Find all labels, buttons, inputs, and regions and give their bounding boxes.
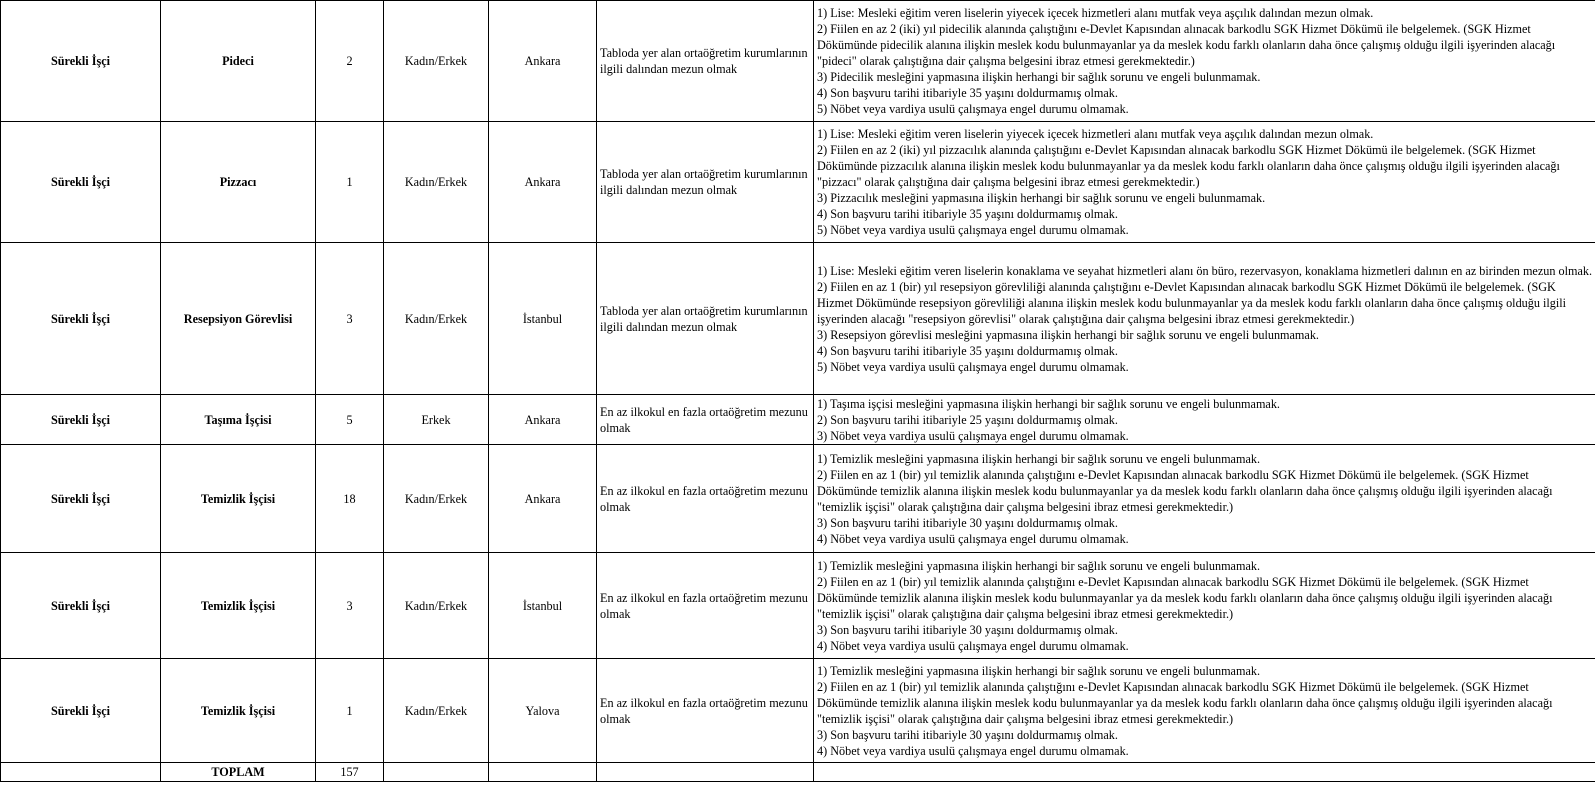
requirements-cell: [814, 659, 1595, 763]
count-cell: 1: [316, 659, 384, 763]
education-cell: Tabloda yer alan ortaöğretim kurumlarının ilgili dalından mezun olmak: [597, 122, 814, 243]
title-cell: Pideci: [161, 1, 316, 122]
total-empty-cell: [384, 763, 489, 782]
gender-cell: Kadın/Erkek: [384, 1, 489, 122]
count-cell: 5: [316, 395, 384, 445]
requirement-item: 3) Resepsiyon görevlisi mesleğini yapmasına ilişkin herhangi bir sağlık sorunu ve engeli bulunmamak.: [817, 327, 1319, 342]
type-cell: Sürekli İşçi: [1, 659, 161, 763]
count-cell: 3: [316, 243, 384, 395]
gender-cell: Erkek: [384, 395, 489, 445]
requirements-cell: [814, 122, 1595, 243]
type-cell: Sürekli İşçi: [1, 243, 161, 395]
education-cell: Tabloda yer alan ortaöğretim kurumlarının ilgili dalından mezun olmak: [597, 1, 814, 122]
total-value: 157: [316, 763, 384, 782]
type-cell: Sürekli İşçi: [1, 395, 161, 445]
count-cell: 1: [316, 122, 384, 243]
city-cell: Ankara: [489, 1, 597, 122]
gender-cell: Kadın/Erkek: [384, 243, 489, 395]
requirement-item: 4) Nöbet veya vardiya usulü çalışmaya engel durumu olmamak.: [817, 743, 1129, 758]
requirements-cell: [814, 1, 1595, 122]
requirement-item: 1) Lise: Mesleki eğitim veren liselerin yiyecek içecek hizmetleri alanı mutfak veya aşçılık dalından mezun olmak.: [817, 6, 1374, 20]
title-cell: Pizzacı: [161, 122, 316, 243]
requirement-item: 5) Nöbet veya vardiya usulü çalışmaya engel durumu olmamak.: [817, 359, 1129, 374]
city-cell: Ankara: [489, 122, 597, 243]
total-empty-cell: [1, 763, 161, 782]
title-cell: Temizlik İşçisi: [161, 553, 316, 659]
title-cell: Temizlik İşçisi: [161, 445, 316, 553]
total-empty-cell: [597, 763, 814, 782]
city-cell: Ankara: [489, 395, 597, 445]
requirement-item: 1) Lise: Mesleki eğitim veren liselerin yiyecek içecek hizmetleri alanı mutfak veya aşçılık dalından mezun olmak.: [817, 127, 1374, 141]
requirement-item: 1) Temizlik mesleğini yapmasına ilişkin herhangi bir sağlık sorunu ve engeli bulunmamak.: [817, 663, 1260, 678]
education-cell: En az ilkokul en fazla ortaöğretim mezunu olmak: [597, 659, 814, 763]
city-cell: İstanbul: [489, 243, 597, 395]
education-cell: En az ilkokul en fazla ortaöğretim mezunu olmak: [597, 445, 814, 553]
requirement-item: 2) Son başvuru tarihi itibariyle 25 yaşını doldurmamış olmak.: [817, 412, 1118, 427]
requirement-item: 4) Nöbet veya vardiya usulü çalışmaya engel durumu olmamak.: [817, 531, 1129, 546]
total-label: TOPLAM: [161, 763, 316, 782]
requirement-item: 4) Nöbet veya vardiya usulü çalışmaya engel durumu olmamak.: [817, 638, 1129, 653]
count-cell: 18: [316, 445, 384, 553]
requirement-item: 3) Nöbet veya vardiya usulü çalışmaya engel durumu olmamak.: [817, 428, 1129, 443]
requirement-item: 3) Pizzacılık mesleğini yapmasına ilişkin herhangi bir sağlık sorunu ve engeli bulunmamak.: [817, 191, 1266, 205]
requirement-item: 2) Fiilen en az 1 (bir) yıl temizlik alanında çalıştığını e-Devlet Kapısından alınacak barkodlu SGK Hizmet Dökümü ile belgelemek. (SGK Hizmet Dökümünde temizlik alanına ilişkin meslek kodu bulunmayanlar ya da meslek kodu farklı olanların daha önce çalışmış olduğu ilgili işyerinden alacağı "temizlik işçisi" olarak çalıştığına dair çalışma belgesini ibraz etmesi gerekmektedir.): [817, 679, 1553, 726]
requirement-item: 1) Taşıma işçisi mesleğini yapmasına ilişkin herhangi bir sağlık sorunu ve engeli bulunmamak.: [817, 396, 1280, 411]
title-cell: Temizlik İşçisi: [161, 659, 316, 763]
requirements-cell: [814, 553, 1595, 659]
gender-cell: Kadın/Erkek: [384, 122, 489, 243]
table-row: [1, 553, 1595, 659]
table-body: [1, 1, 1595, 763]
requirement-item: 1) Temizlik mesleğini yapmasına ilişkin herhangi bir sağlık sorunu ve engeli bulunmamak.: [817, 558, 1260, 573]
title-cell: Taşıma İşçisi: [161, 395, 316, 445]
city-cell: Ankara: [489, 445, 597, 553]
table-row: [1, 243, 1595, 395]
type-cell: Sürekli İşçi: [1, 553, 161, 659]
requirement-item: 5) Nöbet veya vardiya usulü çalışmaya engel durumu olmamak.: [817, 223, 1129, 237]
education-cell: En az ilkokul en fazla ortaöğretim mezunu olmak: [597, 553, 814, 659]
education-cell: Tabloda yer alan ortaöğretim kurumlarının ilgili dalından mezun olmak: [597, 243, 814, 395]
city-cell: İstanbul: [489, 553, 597, 659]
gender-cell: Kadın/Erkek: [384, 659, 489, 763]
table-row: [1, 445, 1595, 553]
type-cell: Sürekli İşçi: [1, 445, 161, 553]
count-cell: 2: [316, 1, 384, 122]
city-cell: Yalova: [489, 659, 597, 763]
count-cell: 3: [316, 553, 384, 659]
type-cell: Sürekli İşçi: [1, 122, 161, 243]
table-row: [1, 1, 1595, 122]
requirement-item: 4) Son başvuru tarihi itibariyle 35 yaşını doldurmamış olmak.: [817, 207, 1118, 221]
requirements-cell: [814, 243, 1595, 395]
requirement-item: 4) Son başvuru tarihi itibariyle 35 yaşını doldurmamış olmak.: [817, 343, 1118, 358]
requirement-item: 2) Fiilen en az 1 (bir) yıl temizlik alanında çalıştığını e-Devlet Kapısından alınacak barkodlu SGK Hizmet Dökümü ile belgelemek. (SGK Hizmet Dökümünde temizlik alanına ilişkin meslek kodu bulunmayanlar ya da meslek kodu farklı olanların daha önce çalışmış olduğu ilgili işyerinden alacağı "temizlik işçisi" olarak çalıştığına dair çalışma belgesini ibraz etmesi gerekmektedir.): [817, 467, 1553, 514]
requirement-item: 3) Pidecilik mesleğini yapmasına ilişkin herhangi bir sağlık sorunu ve engeli bulunmamak.: [817, 70, 1261, 84]
type-cell: Sürekli İşçi: [1, 1, 161, 122]
requirement-item: 3) Son başvuru tarihi itibariyle 30 yaşını doldurmamış olmak.: [817, 622, 1118, 637]
requirements-cell: [814, 445, 1595, 553]
requirement-item: 3) Son başvuru tarihi itibariyle 30 yaşını doldurmamış olmak.: [817, 515, 1118, 530]
table-row: [1, 395, 1595, 445]
total-empty-cell: [489, 763, 597, 782]
requirement-item: 2) Fiilen en az 1 (bir) yıl temizlik alanında çalıştığını e-Devlet Kapısından alınacak barkodlu SGK Hizmet Dökümü ile belgelemek. (SGK Hizmet Dökümünde temizlik alanına ilişkin meslek kodu bulunmayanlar ya da meslek kodu farklı olanların daha önce çalışmış olduğu ilgili işyerinden alacağı "temizlik işçisi" olarak çalıştığına dair çalışma belgesini ibraz etmesi gerekmektedir.): [817, 574, 1553, 621]
requirement-item: 5) Nöbet veya vardiya usulü çalışmaya engel durumu olmamak.: [817, 102, 1129, 116]
requirements-cell: [814, 395, 1595, 445]
title-cell: Resepsiyon Görevlisi: [161, 243, 316, 395]
table-row: [1, 122, 1595, 243]
requirement-item: 4) Son başvuru tarihi itibariyle 35 yaşını doldurmamış olmak.: [817, 86, 1118, 100]
total-empty-cell: [814, 763, 1595, 782]
total-row: [1, 763, 1595, 782]
table-row: [1, 659, 1595, 763]
requirement-item: 2) Fiilen en az 2 (iki) yıl pidecilik alanında çalıştığını e-Devlet Kapısından alınacak barkodlu SGK Hizmet Dökümü ile belgelemek. (SGK Hizmet Dökümünde pidecilik alanına ilişkin meslek kodu bulunmayanlar ya da meslek kodu farklı olanların daha önce çalışmış olduğu ilgili işyerinden alacağı "pideci" olarak çalıştığına dair çalışma belgesini ibraz etmesi gerekmektedir.): [817, 22, 1556, 68]
education-cell: En az ilkokul en fazla ortaöğretim mezunu olmak: [597, 395, 814, 445]
requirement-item: 2) Fiilen en az 2 (iki) yıl pizzacılık alanında çalıştığını e-Devlet Kapısından alınacak barkodlu SGK Hizmet Dökümü ile belgelemek. (SGK Hizmet Dökümünde pizzacılık alanına ilişkin meslek kodu bulunmayanlar ya da meslek kodu farklı olanların daha önce çalışmış olduğu ilgili işyerinden alacağı "pizzacı" olarak çalıştığına dair çalışma belgesini ibraz etmesi gerekmektedir.): [817, 143, 1560, 189]
gender-cell: Kadın/Erkek: [384, 445, 489, 553]
requirement-item: 1) Lise: Mesleki eğitim veren liselerin konaklama ve seyahat hizmetleri alanı ön büro, rezervasyon, konaklama hizmetleri dalının en az birinden mezun olmak.: [817, 263, 1592, 278]
requirement-item: 3) Son başvuru tarihi itibariyle 30 yaşını doldurmamış olmak.: [817, 727, 1118, 742]
gender-cell: Kadın/Erkek: [384, 553, 489, 659]
requirement-item: 1) Temizlik mesleğini yapmasına ilişkin herhangi bir sağlık sorunu ve engeli bulunmamak.: [817, 451, 1260, 466]
requirement-item: 2) Fiilen en az 1 (bir) yıl resepsiyon görevliliği alanında çalıştığını e-Devlet Kapısından alınacak barkodlu SGK Hizmet Dökümü ile belgelemek. (SGK Hizmet Dökümünde resepsiyon görevliliği alanına ilişkin meslek kodu bulunmayanlar ya da meslek kodu farklı olanların daha önce çalışmış olduğu ilgili işyerinden alacağı "resepsiyon görevlisi" olarak çalıştığına dair çalışma belgesini ibraz etmesi gerekmektedir.): [817, 279, 1567, 326]
